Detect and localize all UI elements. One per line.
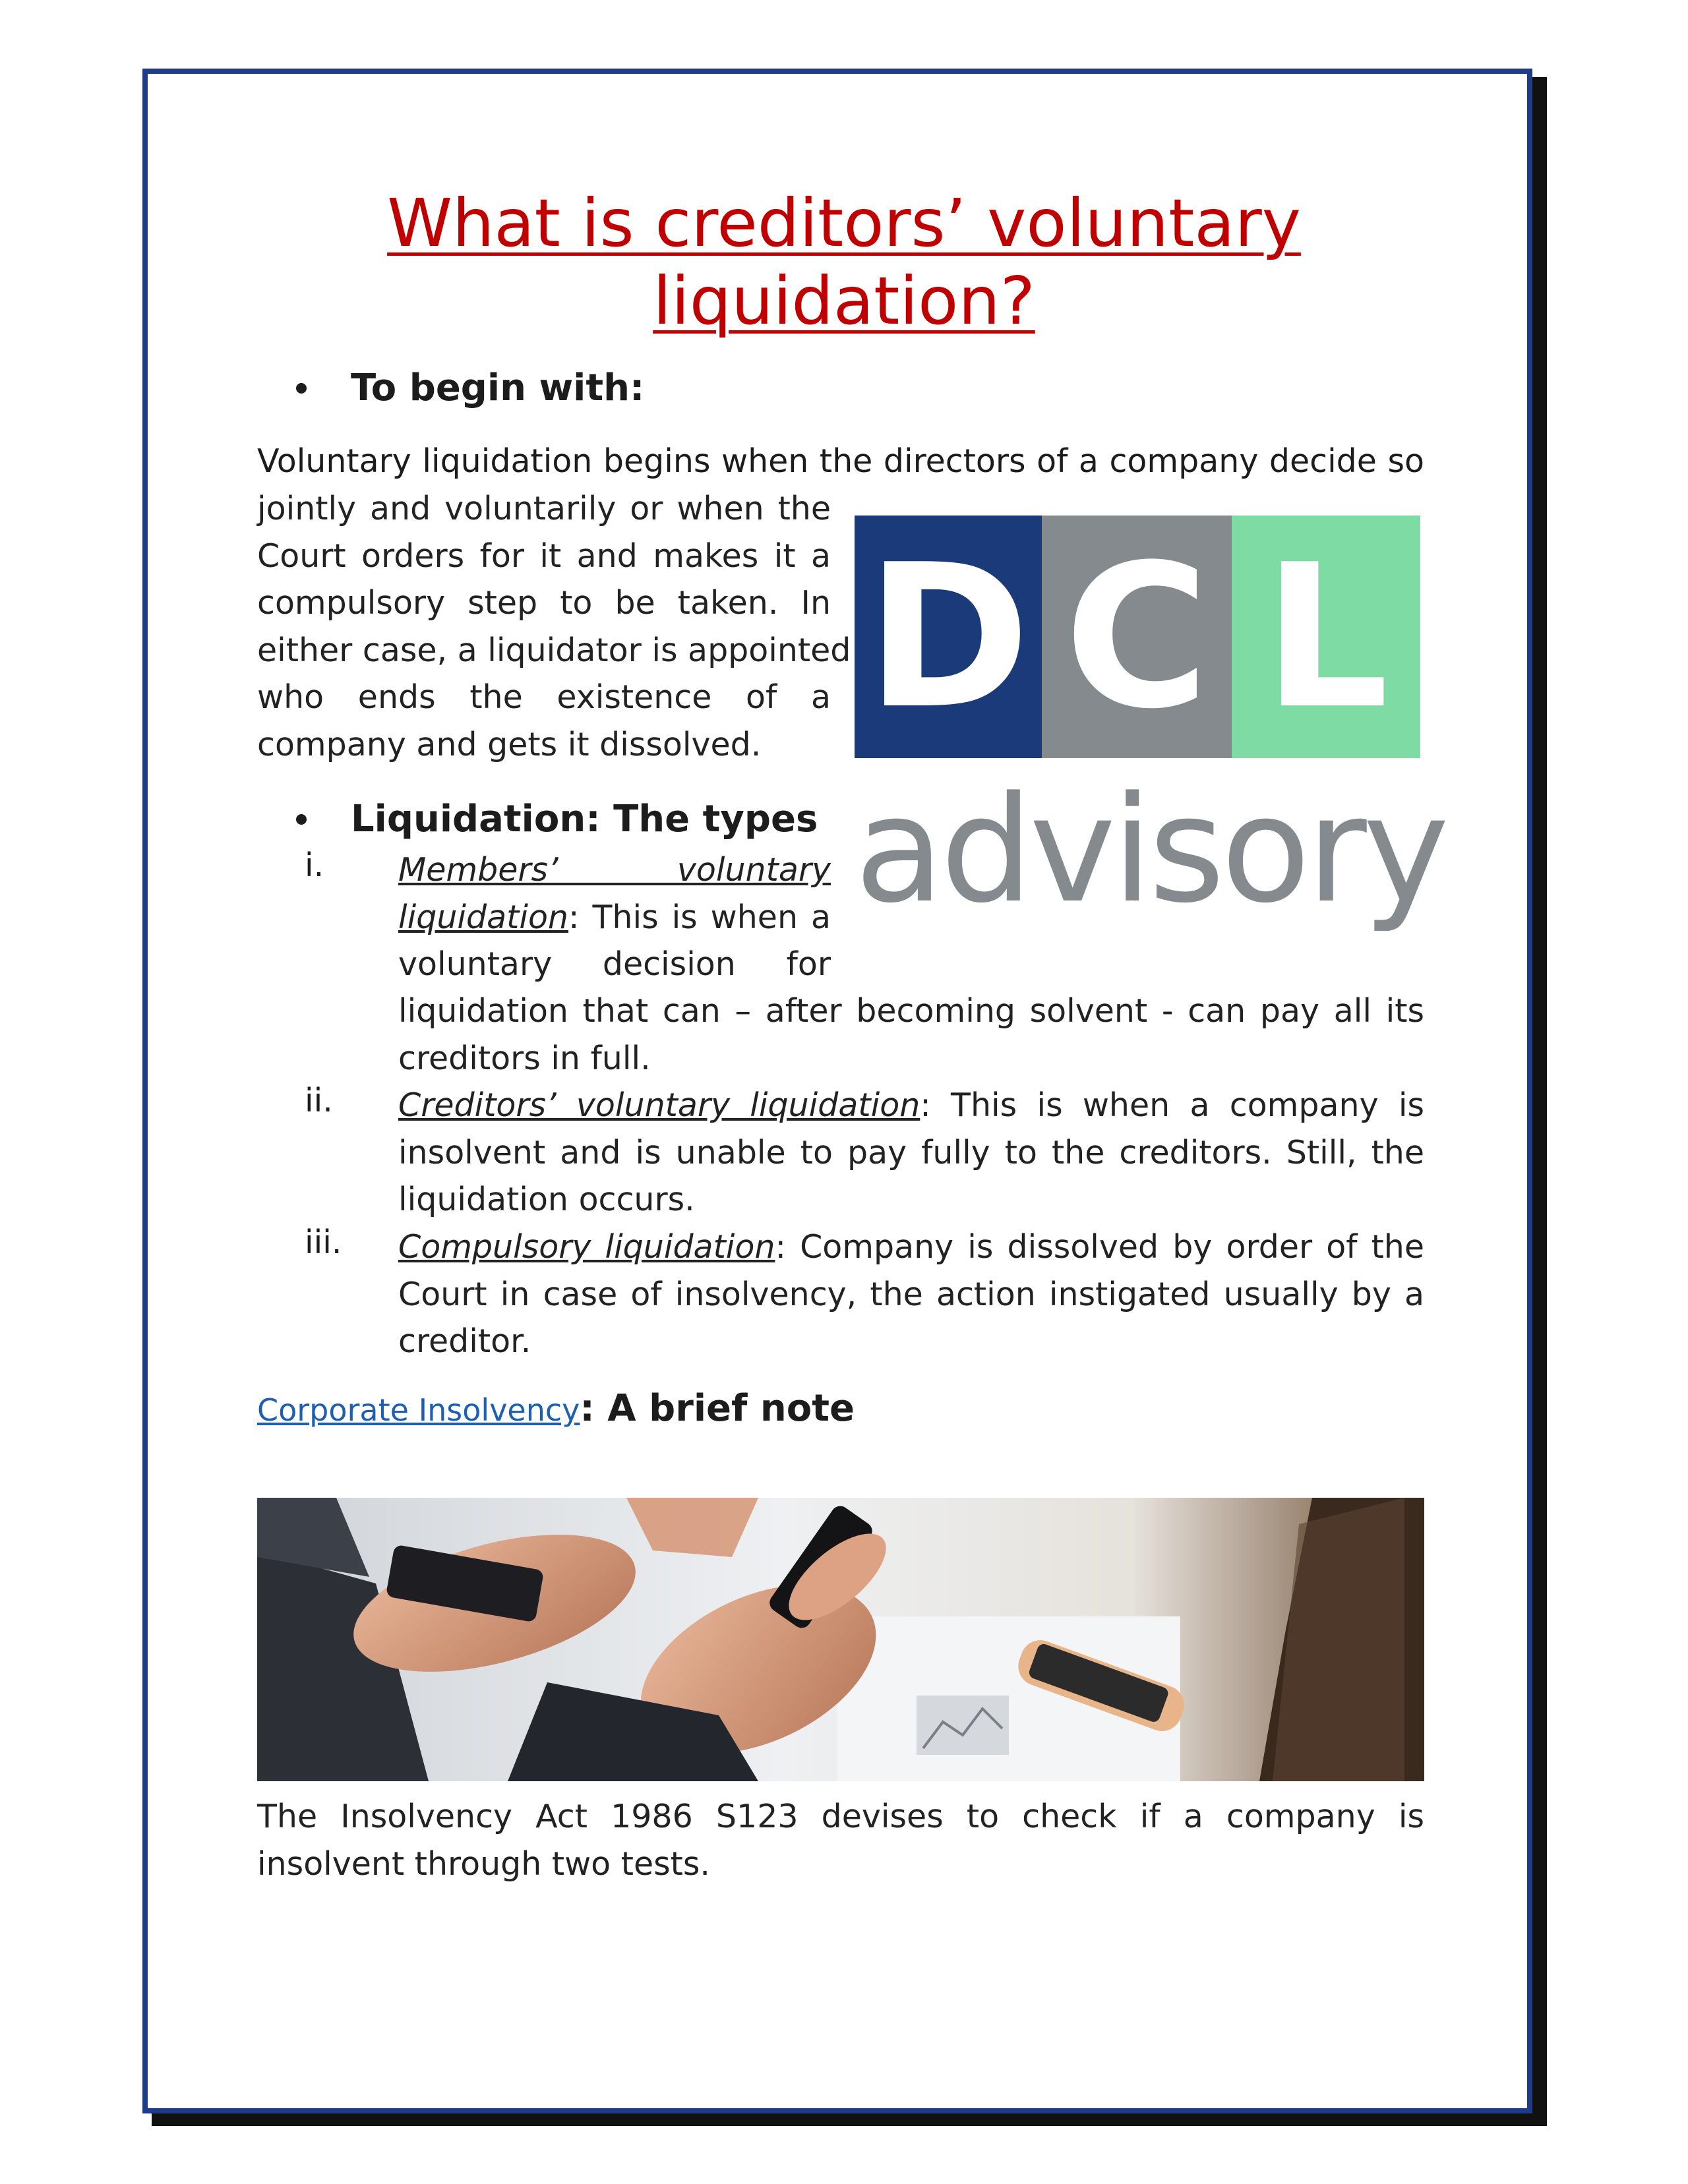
- logo-letter-l: L: [1232, 516, 1420, 758]
- logo-letter-d: D: [855, 516, 1042, 758]
- intro-line: either case, a liquidator is appointed: [257, 631, 851, 669]
- intro-line: company and gets it dissolved.: [257, 725, 762, 763]
- brief-note-heading: Corporate Insolvency: A brief note: [257, 1387, 855, 1430]
- list-number: ii.: [305, 1082, 333, 1119]
- list-item-members-rest: liquidation that can – after becoming solvent - can pay all its creditors in full.: [398, 992, 1424, 1077]
- bullet-icon: [296, 383, 307, 394]
- title-line-1: What is creditors’ voluntary: [387, 185, 1301, 262]
- corporate-insolvency-link[interactable]: Corporate Insolvency: [257, 1392, 580, 1428]
- list-item-members: [398, 846, 831, 988]
- hands-smartphone-image: [257, 1498, 1424, 1781]
- term-creditors: Creditors’ voluntary liquidation: [398, 1086, 920, 1124]
- logo-letter-c: C: [1042, 516, 1232, 758]
- list-number: i.: [305, 846, 324, 884]
- intro-first-line: Voluntary liquidation begins when the directors of a company decide so: [257, 442, 1424, 480]
- intro-line: who ends the existence of a: [257, 678, 831, 716]
- term-line-2: liquidation: This is when a: [398, 898, 831, 936]
- item-line-3: voluntary decision for: [398, 945, 831, 983]
- outro-paragraph: The Insolvency Act 1986 S123 devises to check if a company is insolvent through two tests.: [257, 1798, 1424, 1883]
- term-compulsory: Compulsory liquidation: [398, 1228, 775, 1266]
- section-heading-begin: To begin with:: [305, 367, 644, 409]
- list-number: iii.: [305, 1224, 342, 1261]
- intro-line: jointly and voluntarily or when the: [257, 490, 831, 527]
- bullet-icon: [296, 814, 307, 825]
- page-title: [251, 185, 1437, 340]
- intro-paragraph: [257, 485, 851, 768]
- term-line-1: Members’ voluntary: [398, 851, 831, 889]
- list-item-compulsory: Compulsory liquidation: Company is dissolved by order of the Court in case of insolvency, the action instigated usually by a creditor.: [398, 1228, 1424, 1360]
- section-heading-types: Liquidation: The types: [305, 798, 818, 841]
- title-line-2: liquidation?: [653, 262, 1035, 339]
- logo-word-advisory: advisory: [855, 765, 1446, 935]
- business-meeting-photo: [257, 1498, 1424, 1781]
- intro-line: compulsory step to be taken. In: [257, 584, 831, 622]
- dcl-advisory-logo: [855, 516, 1446, 957]
- list-item-creditors: Creditors’ voluntary liquidation: This is when a company is insolvent and is unable to pay fully to the creditors. Still, the liquidation occurs.: [398, 1086, 1424, 1218]
- intro-line: Court orders for it and makes it a: [257, 537, 831, 575]
